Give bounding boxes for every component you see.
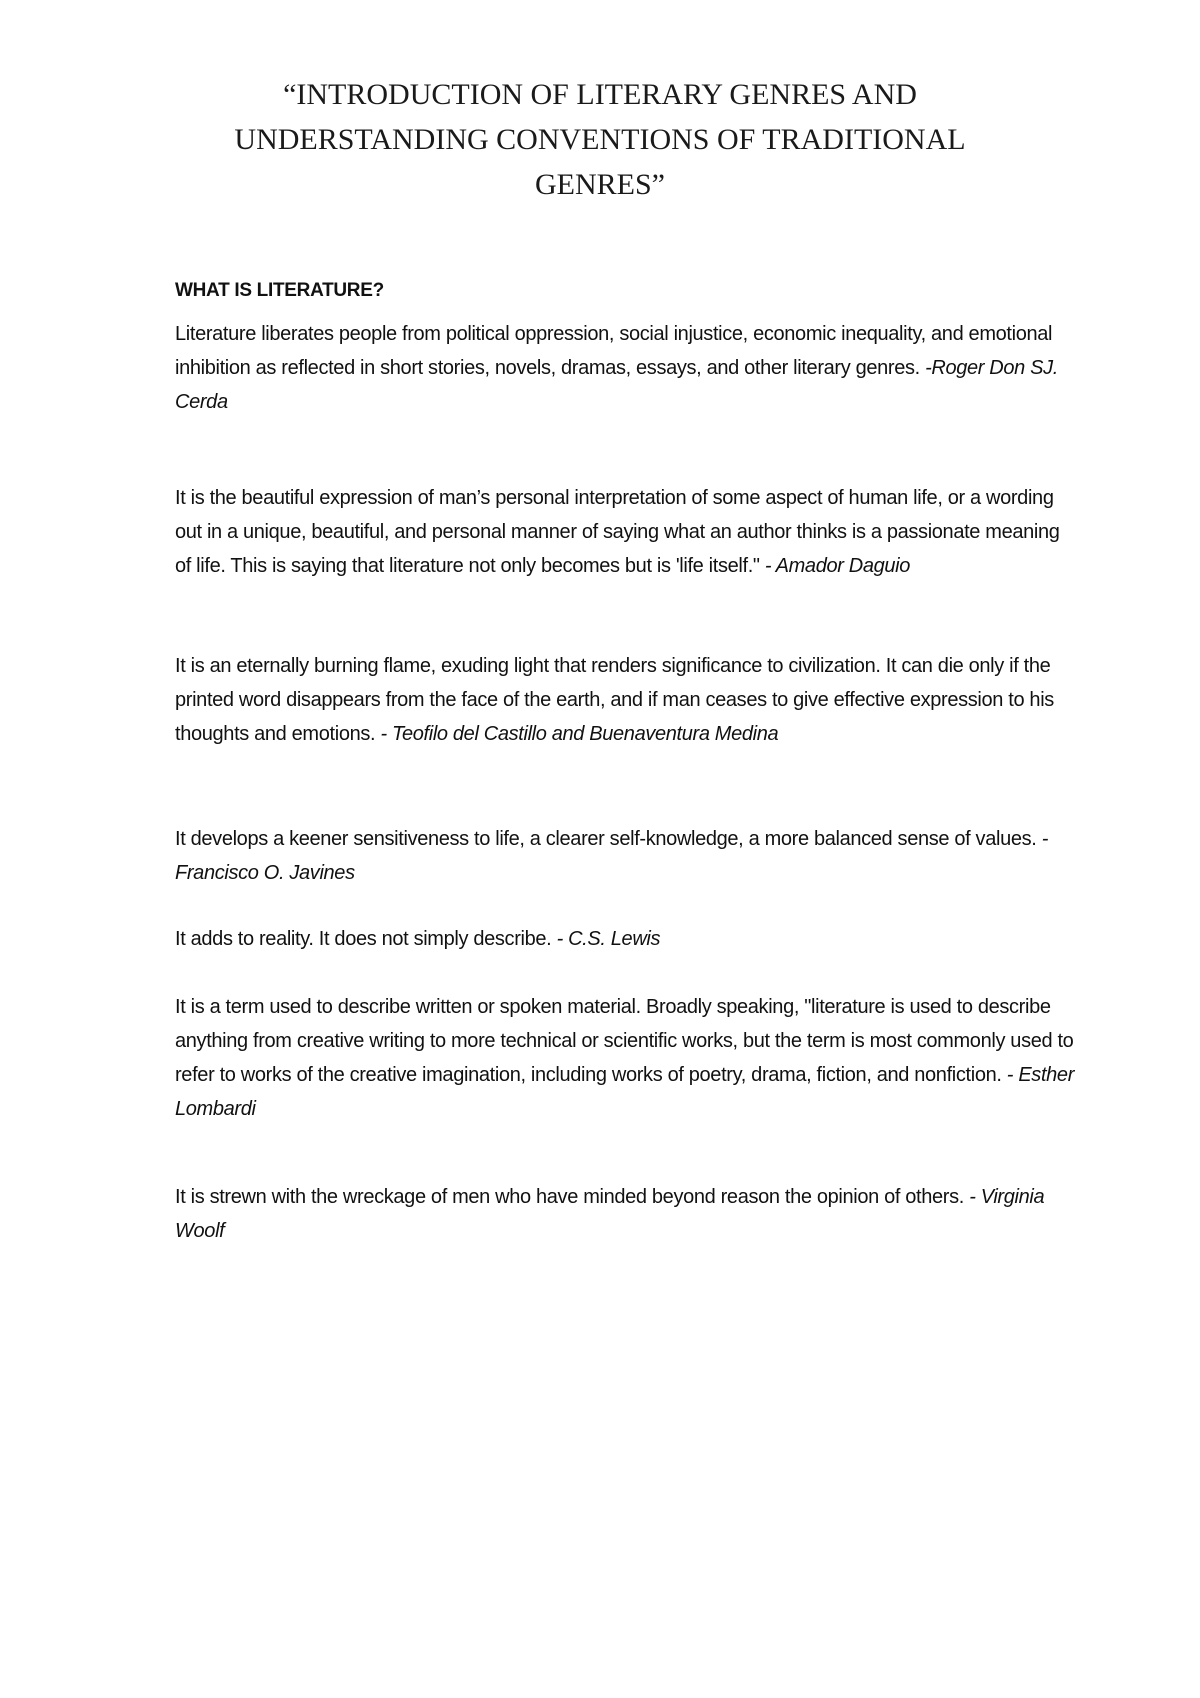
- quote-author: - Esther Lombardi: [175, 1064, 1075, 1120]
- quote-text: It develops a keener sensitiveness to life, a clearer self-knowledge, a more balanced sense of values.: [175, 828, 1042, 850]
- title-line-1: “INTRODUCTION OF LITERARY GENRES AND: [283, 78, 917, 111]
- quote-paragraph-4: [175, 822, 1075, 890]
- quote-author: - Teofilo del Castillo and Buenaventura Medina: [380, 723, 779, 745]
- quote-paragraph-6: [175, 990, 1075, 1126]
- section-heading: WHAT IS LITERATURE?: [175, 280, 384, 301]
- quote-paragraph-7: [175, 1180, 1075, 1248]
- quote-paragraph-2: [175, 481, 1075, 583]
- quote-text: Literature liberates people from political oppression, social injustice, economic inequality, and emotional inhibition as reflected in short stories, novels, dramas, essays, and other literary genres.: [175, 323, 1053, 379]
- quote-paragraph-1: [175, 317, 1075, 419]
- quote-text: It is an eternally burning flame, exuding light that renders significance to civilization. It can die only if the printed word disappears from the face of the earth, and if man ceases to give effective expression to his thoughts and emotions.: [175, 655, 1054, 745]
- quote-author: - Francisco O. Javines: [175, 828, 1048, 884]
- title-line-3: GENRES”: [535, 168, 665, 201]
- quote-text: It is strewn with the wreckage of men who have minded beyond reason the opinion of others.: [175, 1186, 970, 1208]
- quote-paragraph-5: [175, 922, 1075, 956]
- quote-paragraph-3: [175, 649, 1075, 751]
- quote-author: - Amador Daguio: [764, 555, 911, 577]
- title-line-2: UNDERSTANDING CONVENTIONS OF TRADITIONAL: [234, 123, 966, 156]
- quote-text: It is the beautiful expression of man’s personal interpretation of some aspect of human life, or a wording out in a unique, beautiful, and personal manner of saying what an author thinks is a passionate meaning of life. This is saying that literature not only becomes but is 'life itself.": [175, 487, 1060, 577]
- quote-author: -Roger Don SJ. Cerda: [175, 357, 1058, 413]
- quote-author: - Virginia Woolf: [175, 1186, 1045, 1242]
- quote-author: - C.S. Lewis: [556, 928, 661, 950]
- quote-text: It is a term used to describe written or spoken material. Broadly speaking, "literature is used to describe anything from creative writing to more technical or scientific works, but the term is most commonly used to refer to works of the creative imagination, including works of poetry, drama, fiction, and nonfiction.: [175, 996, 1074, 1086]
- document-title: [140, 72, 1060, 207]
- quote-text: It adds to reality. It does not simply describe.: [175, 928, 557, 950]
